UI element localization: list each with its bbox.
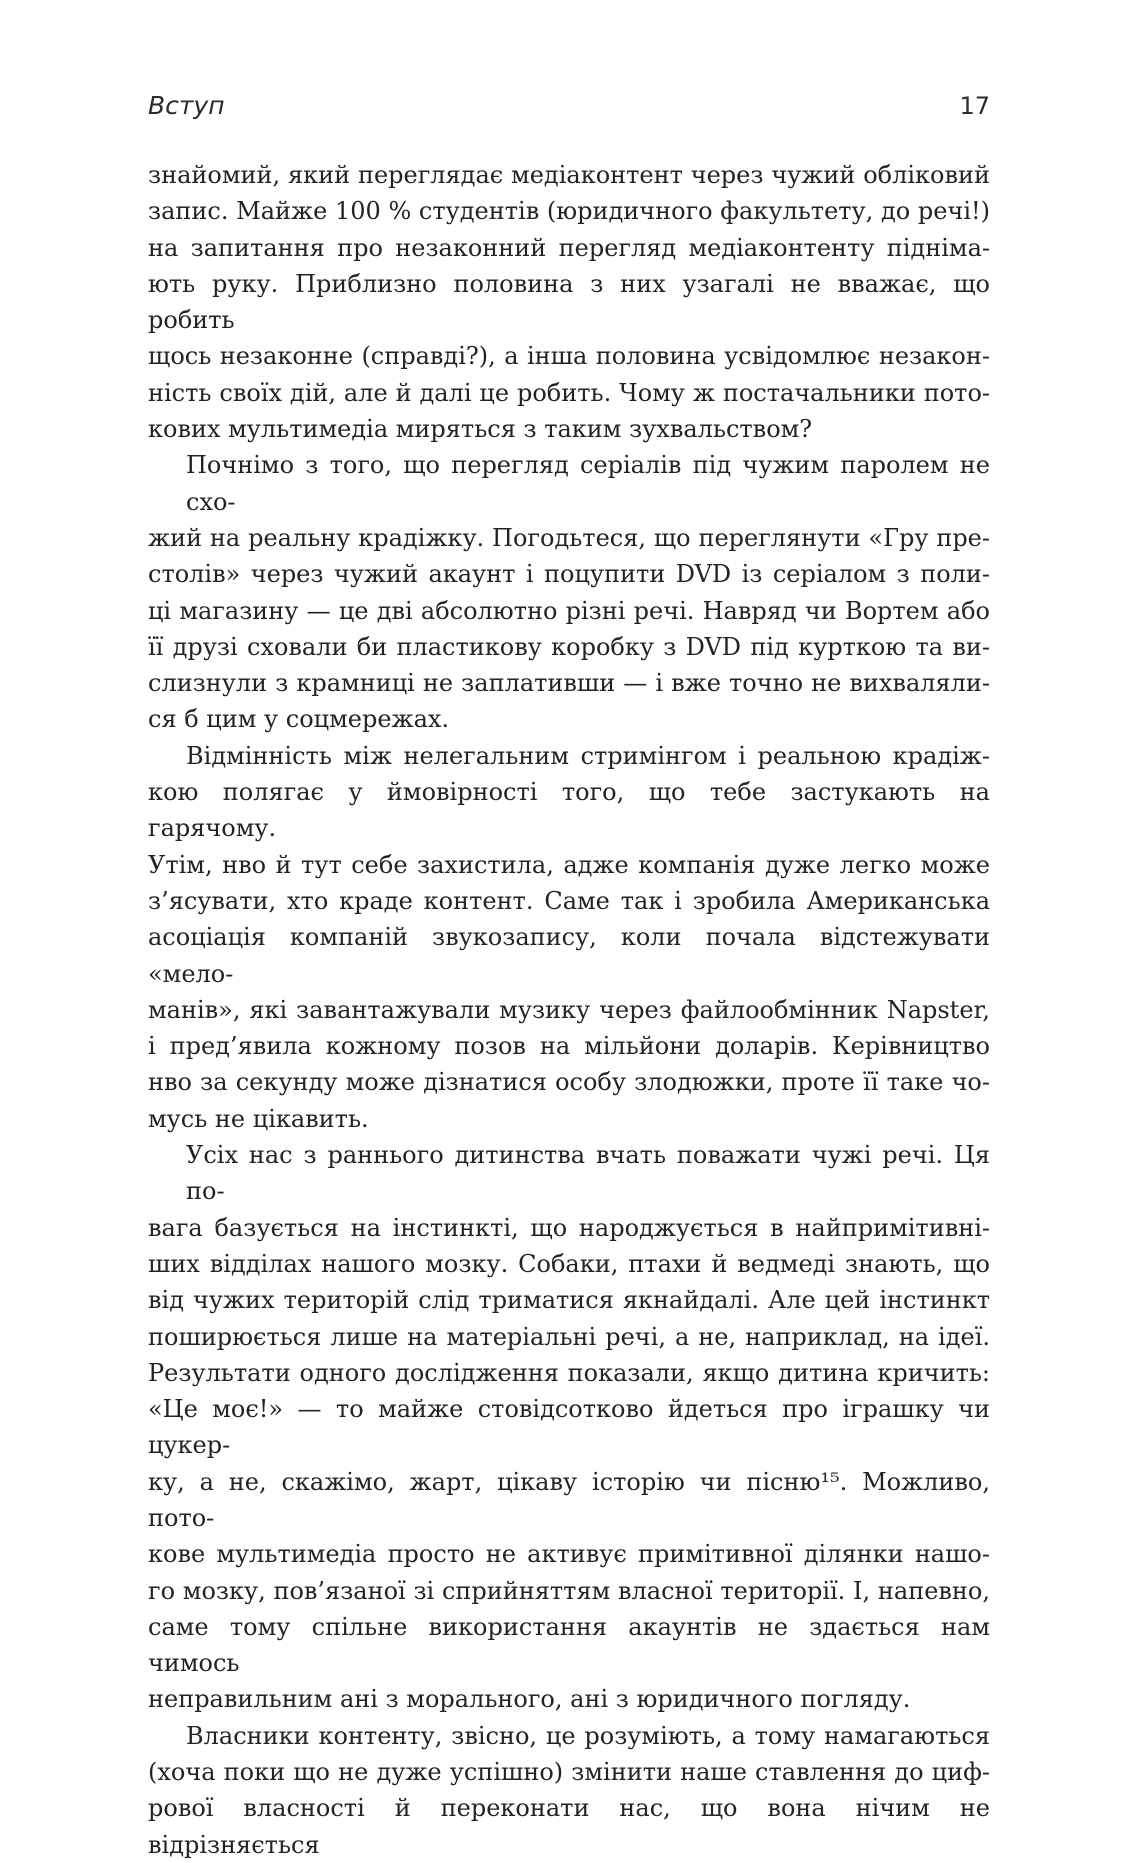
text-line: ність своїх дій, але й далі це робить. Чому ж постачальники пото-	[148, 378, 990, 407]
text-line: запис. Майже 100 % студентів (юридичного факультету, до речі!)	[148, 197, 990, 226]
text-line: асоціація компаній звукозапису, коли почала відстежувати «мело-	[148, 923, 990, 988]
paragraph	[148, 157, 990, 447]
paragraph	[148, 447, 990, 737]
text-line: го мозку, пов’язаної зі сприйняттям власної території. І, напевно,	[148, 1576, 990, 1605]
text-line: на запитання про незаконний перегляд медіаконтенту підніма-	[148, 233, 990, 262]
page-number: 17	[959, 92, 990, 120]
text-line: саме тому спільне використання акаунтів не здається нам чимось	[148, 1612, 990, 1678]
text-line: манів», які завантажували музику через файлообмінник Napster,	[148, 995, 990, 1024]
text-line: ся б цим у соцмережах.	[148, 705, 450, 734]
text-line: мусь не цікавить.	[148, 1104, 369, 1133]
text-line: кове мультимедіа просто не активує примітивної ділянки нашо-	[148, 1540, 990, 1569]
text-line: вага базується на інстинкті, що народжується в найпримітивні-	[148, 1213, 990, 1242]
text-line: Власники контенту, звісно, це розуміють, а тому намагаються	[186, 1721, 990, 1750]
text-line: ку, а не, скажімо, жарт, цікаву історію чи пісню¹⁵. Можливо, пото-	[148, 1467, 990, 1532]
body-text	[148, 157, 990, 1863]
text-line: кових мультимедіа миряться з таким зухвальством?	[148, 415, 813, 444]
text-line: від чужих територій слід триматися якнайдалі. Але цей інстинкт	[148, 1286, 990, 1315]
text-line: Усіх нас з раннього дитинства вчать поважати чужі речі. Ця по-	[186, 1141, 990, 1206]
text-line: Результати одного дослідження показали, якщо дитина кричить:	[148, 1358, 990, 1387]
text-line: Відмінність між нелегальним стримінгом і реальною крадіж-	[186, 741, 990, 770]
text-line: неправильним ані з морального, ані з юридичного погляду.	[148, 1685, 911, 1714]
text-line: жий на реальну крадіжку. Погодьтеся, що переглянути «Гру пре-	[148, 523, 990, 552]
paragraph	[148, 738, 990, 1137]
text-line: з’ясувати, хто краде контент. Саме так і зробила Американська	[148, 886, 990, 915]
text-line: ших відділах нашого мозку. Собаки, птахи й ведмеді знають, що	[148, 1249, 990, 1278]
text-line: ці магазину — це дві абсолютно різні речі. Навряд чи Вортем або	[148, 596, 990, 625]
text-line: Почнімо з того, що перегляд серіалів під чужим паролем не схо-	[186, 451, 990, 516]
text-line: нво за секунду може дізнатися особу злодюжки, проте її таке чо-	[148, 1068, 990, 1097]
text-line: і пред’явила кожному позов на мільйони доларів. Керівництво	[148, 1032, 990, 1061]
paragraph	[148, 1137, 990, 1718]
text-line: кою полягає у ймовірності того, що тебе застукають на гарячому.	[148, 778, 990, 843]
running-title: Вступ	[148, 91, 225, 120]
text-line: Утім, нво й тут себе захистила, адже компанія дуже легко може	[148, 850, 990, 879]
running-header	[148, 92, 990, 120]
text-line: рової власності й переконати нас, що вона нічим не відрізняється	[148, 1794, 990, 1859]
text-line: (хоча поки що не дуже успішно) змінити наше ставлення до циф-	[148, 1758, 990, 1787]
text-line: знайомий, який переглядає медіаконтент через чужий обліковий	[148, 161, 990, 189]
text-line: столів» через чужий акаунт і поцупити DVD із серіалом з поли-	[148, 560, 990, 589]
text-line: щось незаконне (справді?), а інша половина усвідомлює незакон-	[148, 342, 990, 371]
text-line: «Це моє!» — то майже стовідсотково йдеться про іграшку чи цукер-	[148, 1395, 990, 1460]
text-line: поширюється лише на матеріальні речі, а не, наприклад, на ідеї.	[148, 1322, 990, 1351]
text-line: її друзі сховали би пластикову коробку з DVD під курткою та ви-	[148, 632, 990, 661]
text-line: слизнули з крамниці не заплативши — і вже точно не вихваляли-	[148, 669, 990, 698]
text-line: ють руку. Приблизно половина з них узагалі не вважає, що робить	[148, 269, 990, 335]
paragraph	[148, 1718, 990, 1863]
